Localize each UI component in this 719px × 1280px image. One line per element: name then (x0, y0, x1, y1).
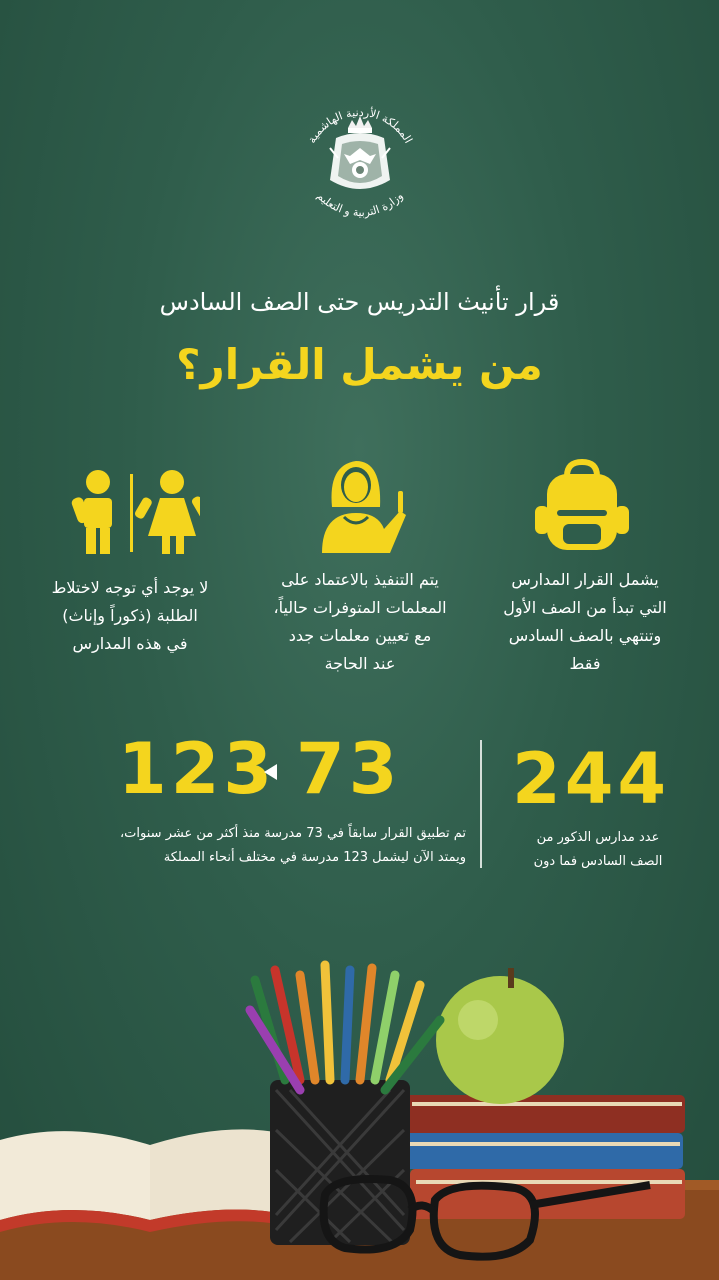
boy-girl-icon (68, 470, 200, 554)
stat-number-73: 73 (296, 728, 402, 810)
svg-text:وزارة التربية و التعليم: وزارة التربية و التعليم (314, 189, 406, 220)
stat-number-244: 244 (512, 738, 671, 820)
school-supplies-illustration (0, 930, 719, 1280)
stat-note-schools: تم تطبيق القرار سابقاً في 73 مدرسة منذ أكثر من عشر سنوات، ويمتد الآن ليشمل 123 مدرسة في مختلف أنحاء المملكة (119, 826, 466, 865)
stat-note-boys-schools: عدد مدارس الذكور من الصف السادس فما دون (533, 830, 663, 869)
divider (480, 740, 482, 868)
ministry-emblem-icon (290, 98, 430, 228)
fact-text-teachers: يتم التنفيذ بالاعتماد على المعلمات المتوفرات حالياً، مع تعيين معلمات جدد عند الحاجة (273, 570, 447, 673)
fact-text-no-mixing: لا يوجد أي توجه لاختلاط الطلبة (ذكوراً وإناث) في هذه المدارس (51, 578, 209, 653)
stat-number-123: 123 (118, 728, 277, 810)
page-title: من يشمل القرار؟ (176, 340, 543, 389)
fact-text-grades: يشمل القرار المدارس التي تبدأ من الصف الأول وتنتهي بالصف السادس فقط (503, 570, 667, 673)
arrow-left-icon (264, 764, 277, 780)
page-subtitle: قرار تأنيث التدريس حتى الصف السادس (159, 288, 560, 316)
backpack-icon (533, 458, 631, 552)
svg-text:المملكة الأردنية الهاشمية: المملكة الأردنية الهاشمية (305, 105, 415, 146)
teacher-icon (318, 455, 418, 553)
